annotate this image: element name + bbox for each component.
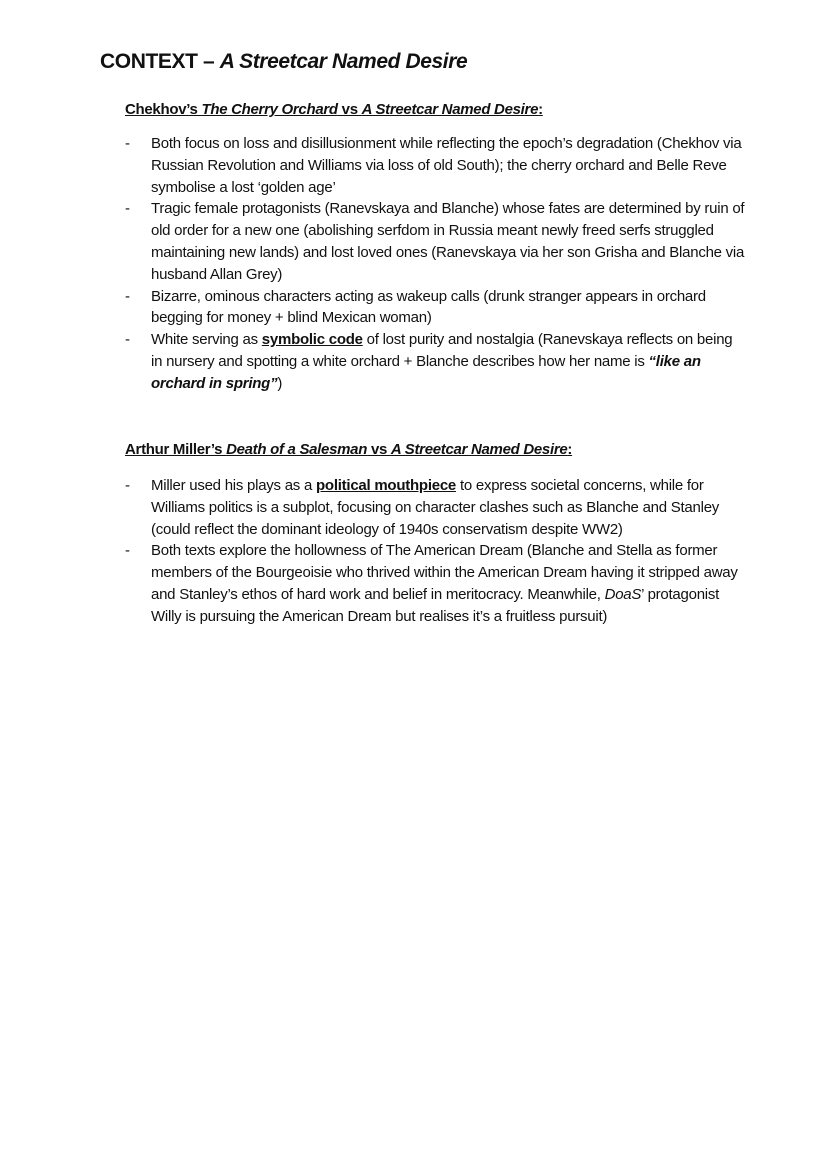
bullet-text: Tragic female protagonists (Ranevskaya and Blanche) whose fates are determined by ruin of old order for a new one (abolishing serfdom in Russia meant newly freed serfs struggled maintaining new lands) and lost loved ones (Ranevskaya via her son Grisha and Blanche via husband Allan Grey) <box>151 200 745 283</box>
title-play-name: A Streetcar Named Desire <box>219 50 468 73</box>
heading-colon: : <box>567 441 573 458</box>
list-item <box>125 329 745 394</box>
miller-bullet-list <box>125 475 745 628</box>
heading-colon: : <box>538 101 543 118</box>
bullet-dash: - <box>125 477 130 494</box>
heading-vs: vs <box>367 441 391 458</box>
bullet-text: Both focus on loss and disillusionment while reflecting the epoch’s degradation (Chekhov via Russian Revolution and Williams via loss of old South); the cherry orchard and Belle Reve symbolise a lost ‘golden age’ <box>151 135 742 196</box>
keyword-symbolic-code: symbolic code <box>261 331 363 349</box>
heading-prefix: Arthur Miller’s <box>125 441 227 458</box>
list-item <box>125 540 745 627</box>
section-heading-chekhov <box>125 101 543 118</box>
heading-vs: vs <box>337 101 362 118</box>
list-item <box>125 198 745 285</box>
list-item <box>125 286 745 330</box>
bullet-text: Both texts explore the hollowness of The American Dream (Blanche and Stella as former members of the Bourgeoisie who thrived within the American Dream having it stripped away and Stanley’s ethos of hard work and belief in meritocracy. Meanwhile, <box>151 542 738 603</box>
bullet-text: Bizarre, ominous characters acting as wakeup calls (drunk stranger appears in orchard begging for money + blind Mexican woman) <box>151 287 706 327</box>
heading-play-2: A Streetcar Named Desire <box>390 441 568 458</box>
heading-play-1: Death of a Salesman <box>226 441 368 458</box>
bullet-text: ) <box>277 374 283 392</box>
bullet-dash: - <box>125 200 130 218</box>
document-title <box>100 50 467 74</box>
bullet-text: ’ protagonist Willy is pursuing the American Dream but realises it’s a fruitless pursuit) <box>151 585 720 625</box>
bullet-dash: - <box>125 287 130 305</box>
list-item <box>125 133 745 198</box>
chekhov-bullet-list <box>125 133 745 395</box>
bullet-text: to express societal concerns, while for Williams politics is a subplot, focusing on character clashes such as Blanche and Stanley (could reflect the dominant ideology of 1940s conservatism despite WW2) <box>151 477 720 538</box>
abbreviation-doas: DoaS <box>604 585 642 603</box>
heading-play-1: The Cherry Orchard <box>201 101 338 118</box>
bullet-dash: - <box>125 135 130 152</box>
bullet-text: of lost purity and nostalgia (Ranevskaya reflects on being in nursery and spotting a white orchard + Blanche describes how her name is <box>151 331 733 370</box>
list-item <box>125 475 745 540</box>
bullet-dash: - <box>125 331 130 349</box>
bullet-text: Miller used his plays as a <box>151 477 316 494</box>
keyword-political-mouthpiece: political mouthpiece <box>316 477 457 494</box>
bullet-dash: - <box>125 542 130 560</box>
title-prefix: CONTEXT – <box>100 50 220 73</box>
heading-play-2: A Streetcar Named Desire <box>361 101 539 118</box>
quotation: “like an orchard in spring” <box>151 352 701 392</box>
section-heading-miller <box>125 441 572 458</box>
heading-prefix: Chekhov’s <box>125 101 202 118</box>
bullet-text: White serving as <box>151 331 262 349</box>
